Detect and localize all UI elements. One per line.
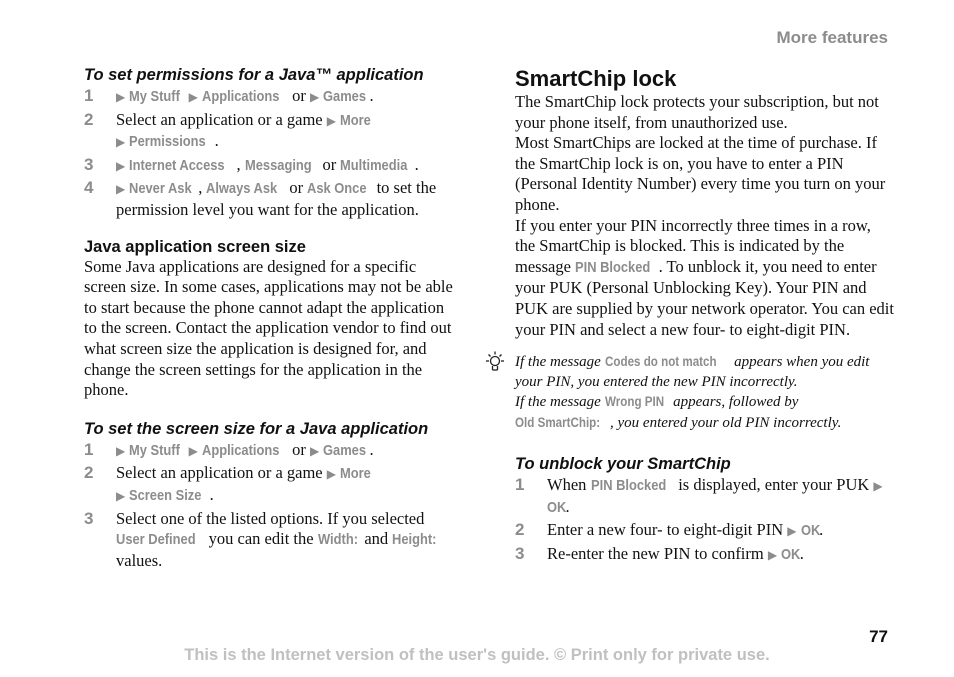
arrow-icon: ▶	[116, 135, 126, 150]
java-permissions-steps	[84, 86, 459, 221]
unblock-steps	[515, 475, 895, 565]
list-item: 1 When PIN Blocked is displayed, enter your PUK ▶ OK.	[515, 475, 883, 516]
arrow-icon: ▶	[116, 182, 126, 197]
list-item: 3 ▶ Internet Access , Messaging or Multimedia .	[84, 154, 419, 174]
arrow-icon: ▶	[873, 479, 883, 494]
arrow-icon: ▶	[116, 488, 126, 503]
java-permissions-heading: To set permissions for a Java™ application	[84, 66, 424, 84]
smartchip-para-3: If you enter your PIN incorrectly three times in a row, the SmartChip is blocked. This is indicated by the message PIN Blocked . To unblock it, you need to enter your PUK (Personal Unblocking Key). Your PIN and PUK are supplied by your network operator. You can edit your PIN and select a new four- to eight-digit PIN.	[515, 215, 894, 339]
section-header: More features	[776, 28, 888, 47]
left-column	[84, 66, 459, 573]
screen-size-heading: Java application screen size	[84, 237, 306, 256]
arrow-icon: ▶	[116, 443, 126, 458]
set-screen-heading: To set the screen size for a Java application	[84, 419, 429, 438]
screen-size-body: Some Java applications are designed for a specific screen size. In some cases, applications may not be able to start because the phone cannot adapt the application to the screen. Contact the application vendor to find out what screen size the application is designed for, and change the screen settings for the application in the phone.	[84, 256, 453, 400]
arrow-icon: ▶	[188, 90, 198, 104]
right-column	[515, 66, 895, 568]
list-item: 2 Select an application or a game ▶ More ▶ Permissions .	[84, 109, 371, 151]
arrow-icon: ▶	[188, 443, 198, 458]
list-item: 4 ▶ Never Ask , Always Ask or Ask Once to set the permission level you want for the application.	[84, 178, 437, 219]
lightbulb-icon	[483, 350, 507, 381]
smartchip-lock-title: SmartChip lock	[515, 66, 677, 91]
arrow-icon: ▶	[326, 467, 336, 482]
arrow-icon: ▶	[326, 113, 336, 128]
list-item: 1 ▶ My Stuff ▶ Applications or ▶ Games .	[84, 86, 374, 105]
list-item: 1 ▶ My Stuff ▶ Applications or ▶ Games .	[84, 439, 374, 459]
footer-note: This is the Internet version of the user's guide. © Print only for private use.	[184, 646, 770, 664]
smartchip-para-1: The SmartChip lock protects your subscription, but not your phone itself, from unauthorized use.	[515, 92, 879, 132]
unblock-heading: To unblock your SmartChip	[515, 455, 731, 474]
list-item: 2 Select an application or a game ▶ More ▶ Screen Size .	[84, 463, 371, 504]
arrow-icon: ▶	[310, 443, 320, 458]
arrow-icon: ▶	[767, 547, 778, 562]
list-item: 3 Select one of the listed options. If you selected User Defined you can edit the Width: and Height: values.	[84, 508, 437, 570]
page-number: 77	[869, 627, 888, 646]
arrow-icon: ▶	[310, 90, 320, 104]
arrow-icon: ▶	[116, 90, 126, 104]
list-item: 2 Enter a new four- to eight-digit PIN ▶ OK.	[515, 520, 824, 540]
smartchip-para-2: Most SmartChips are locked at the time of purchase. If the SmartChip lock is on, you have to enter a PIN (Personal Identity Number) every time you turn on your phone.	[515, 133, 886, 214]
arrow-icon: ▶	[787, 524, 797, 539]
set-screen-steps	[84, 440, 459, 572]
list-item: 3 Re-enter the new PIN to confirm ▶ OK.	[515, 543, 804, 563]
arrow-icon: ▶	[116, 158, 126, 173]
tip-note: If the message Codes do not match appears when you edit your PIN, you entered the new PIN incorrectly. If the message Wrong PIN appears, followed by Old SmartChip: , you entered your old PIN incorrectly.	[515, 352, 895, 433]
